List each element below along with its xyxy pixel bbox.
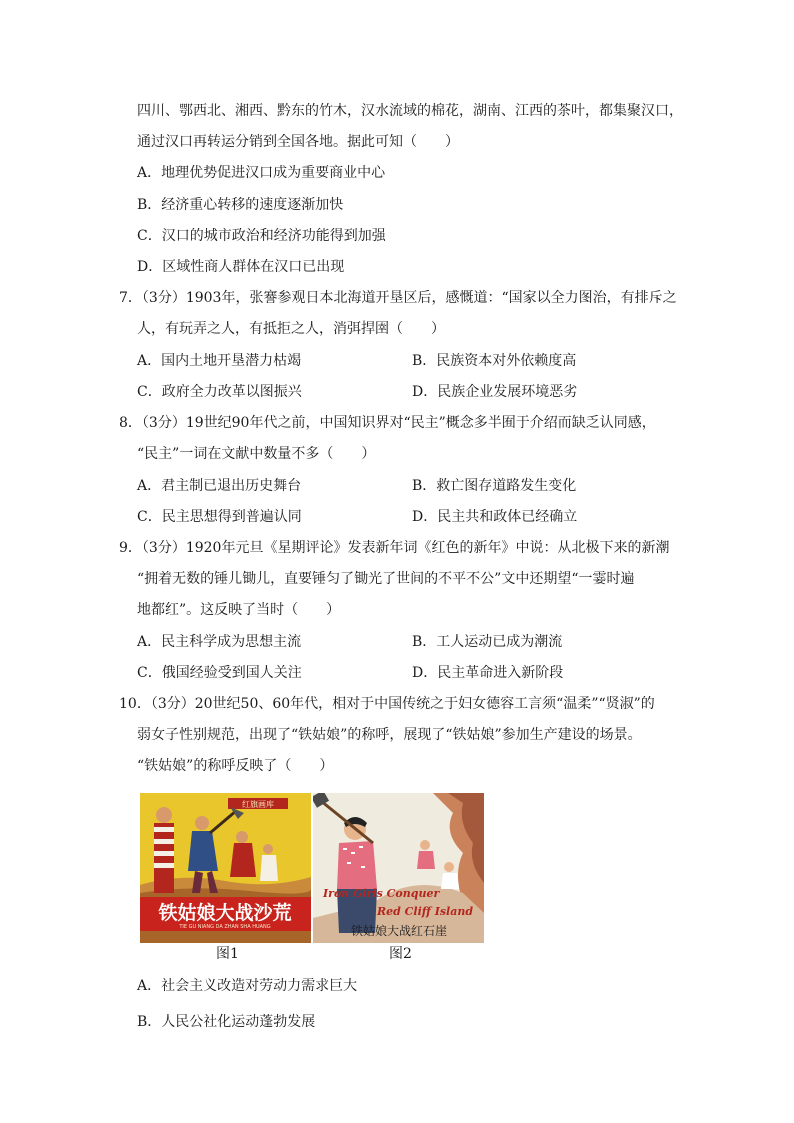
question-6-stem-line-2: 通过汉口再转运分销到全国各地。据此可知（ ）: [137, 134, 459, 150]
question-10-option-a: A．社会主义改造对劳动力需求巨大: [137, 978, 358, 994]
question-9-option-d: D．民主革命进入新阶段: [412, 665, 564, 681]
question-9-option-b: B．工人运动已成为潮流: [412, 634, 563, 650]
question-6-option-a: A．地理优势促进汉口成为重要商业中心: [137, 165, 386, 181]
question-9-stem-line-2: “拥着无数的锤儿锄儿，直要锤匀了锄光了世间的不平不公”文中还期望“一霎时遍: [137, 571, 635, 587]
question-7-option-a: A．国内土地开垦潜力枯竭: [137, 353, 302, 369]
question-9-stem-line-1: 9．（3分）1920年元旦《星期评论》发表新年词《红色的新年》中说：从北极下来的新潮: [119, 540, 670, 556]
question-8-option-b: B．救亡图存道路发生变化: [412, 478, 577, 494]
figure-1-pinyin: TIE GU NIANG DA ZHAN SHA HUANG: [179, 924, 271, 930]
question-8-option-c: C．民主思想得到普遍认同: [137, 509, 302, 525]
question-7-option-d: D．民族企业发展环境恶劣: [412, 384, 578, 400]
question-8-stem-line-2: “民主”一词在文献中数量不多（ ）: [137, 446, 376, 462]
figure-2-english-line-2: Red Cliff Island: [377, 905, 474, 918]
figure-2-chinese-title: 铁姑娘大战红石崖: [350, 924, 448, 938]
question-8-option-a: A．君主制已退出历史舞台: [137, 478, 302, 494]
figure-1-poster: [140, 793, 311, 943]
figure-2-illustration: [313, 793, 484, 943]
figure-1-series-label: 红旗画库: [242, 800, 274, 809]
question-10-stem-line-1: 10．（3分）20世纪50、60年代，相对于中国传统之于妇女德容工言须“温柔”“贤淑”的: [119, 696, 655, 712]
figure-2-poster: [313, 793, 484, 943]
question-7-stem-line-2: 人，有玩弄之人，有抵拒之人，消弭捍圉（ ）: [137, 321, 445, 337]
question-8-option-d: D．民主共和政体已经确立: [412, 509, 578, 525]
question-10-stem-line-2: 弱女子性别规范，出现了“铁姑娘”的称呼，展现了“铁姑娘”参加生产建设的场景。: [137, 727, 642, 743]
question-7-option-c: C．政府全力改革以图振兴: [137, 384, 302, 400]
question-6-option-c: C．汉口的城市政治和经济功能得到加强: [137, 228, 386, 244]
question-9-stem-line-3: 地都红”。这反映了当时（ ）: [137, 602, 341, 618]
figure-1-illustration: [140, 793, 311, 943]
figure-2-english-line-1: Iron Girls Conquer: [323, 887, 440, 900]
question-6-stem-line-1: 四川、鄂西北、湘西、黔东的竹木，汉水流域的棉花，湖南、江西的茶叶，都集聚汉口，: [137, 103, 683, 119]
question-7-stem-line-1: 7．（3分）1903年，张謇参观日本北海道开垦区后，感慨道：“国家以全力图治，有排斥之: [119, 290, 677, 306]
question-9-option-a: A．民主科学成为思想主流: [137, 634, 302, 650]
question-10-option-b: B．人民公社化运动蓬勃发展: [137, 1014, 316, 1030]
figure-1-title: 铁姑娘大战沙荒: [158, 902, 292, 924]
question-10-stem-line-3: “铁姑娘”的称呼反映了（ ）: [137, 758, 334, 774]
question-6-option-b: B．经济重心转移的速度逐渐加快: [137, 197, 344, 213]
figure-2-caption: 图2: [389, 946, 412, 962]
question-7-option-b: B．民族资本对外依赖度高: [412, 353, 577, 369]
figure-1-caption: 图1: [216, 946, 239, 962]
question-6-option-d: D．区域性商人群体在汉口已出现: [137, 259, 345, 275]
question-8-stem-line-1: 8．（3分）19世纪90年代之前，中国知识界对“民主”概念多半囿于介绍而缺乏认同感，: [119, 415, 656, 431]
question-9-option-c: C．俄国经验受到国人关注: [137, 665, 302, 681]
